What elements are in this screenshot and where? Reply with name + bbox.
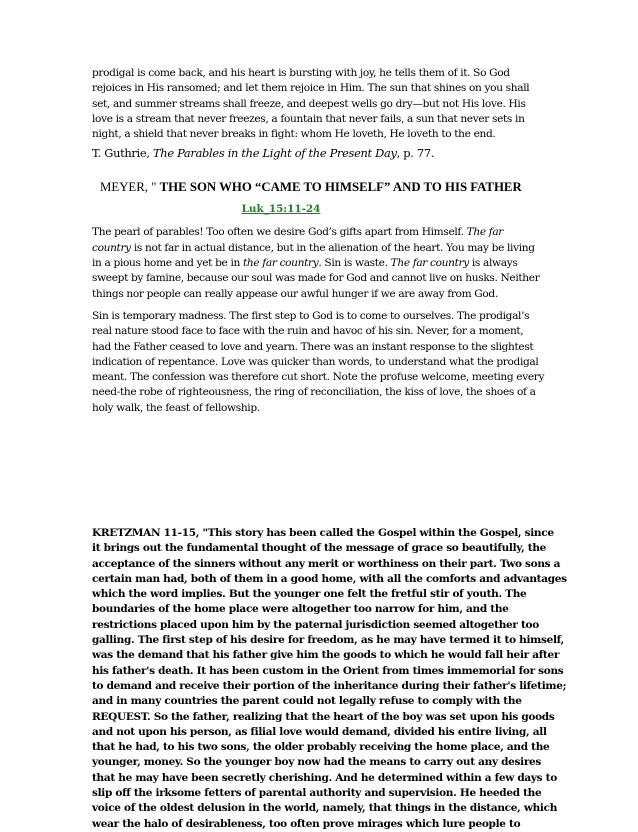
text-line: and in many countries the parent could not legally refuse to comply with the [92, 695, 522, 708]
text-line: real nature stood face to face with the ruin and havoc of his sin. Never, for a moment, [92, 325, 524, 338]
text-line: set, and summer streams shall freeze, and deepest wells go dry—but not His love. His [92, 97, 526, 110]
heading-title: THE SON WHO “CAME TO HIMSELF” AND TO HIS FATHER [159, 180, 522, 195]
text-run: is not far in actual distance, but in the alienation of the heart. You may be living [130, 241, 535, 254]
text-line: his father's death. It has been custom in the Orient from times immemorial for sons [92, 664, 564, 677]
heading-prefix: MEYER, " [100, 180, 160, 195]
text-line: sweept by famine, because our soul was made for God and cannot live on husks. Neither [92, 272, 540, 285]
citation [92, 146, 552, 161]
italic-run: the far country [242, 257, 319, 270]
document-page [92, 66, 567, 830]
scripture-link[interactable]: Luk_15:11-24 [241, 203, 321, 216]
text-line: indication of repentance. Love was quicker than words, to understand what the prodigal [92, 355, 539, 368]
text-line: KRETZMAN 11-15, "This story has been called the Gospel within the Gospel, since [92, 527, 554, 539]
text-line: it brings out the fundamental thought of the message of grace so beautifully, the [92, 542, 547, 555]
text-run: in a pious home and yet be in [92, 257, 243, 270]
italic-run: The far [466, 226, 504, 239]
text-line: and not upon his person, as filial love would demand, divided his entire living, all [92, 725, 547, 738]
text-line: things nor people can really appease our awful hunger if we are away from God. [92, 287, 498, 300]
text-line [92, 256, 552, 271]
text-line: restrictions placed upon him by the paternal jurisdiction seemed altogether too [92, 618, 539, 631]
guthrie-paragraph [92, 66, 552, 142]
citation-author: T. Guthrie, [92, 146, 153, 161]
text-line: that he may have been secretly cherishing. And he determined within a few days to [92, 771, 557, 784]
text-line: night, a shield that never breaks in fight: whom He loveth, He loveth to the end. [92, 128, 496, 141]
text-line: meant. The confession was therefore cut short. Note the profuse welcome, meeting every [92, 371, 545, 384]
text-line: love is a stream that never freezes, a fountain that never fails, a sun that never sets in [92, 112, 525, 125]
text-line [92, 241, 552, 256]
citation-page: , p. 77. [396, 146, 435, 161]
citation-title: The Parables in the Light of the Present Day [152, 146, 397, 161]
text-line: certain man had, both of them in a good home, with all the comforts and advantages [92, 572, 567, 585]
text-line: rejoices in His ransomed; and let them rejoice in Him. The sun that shines on you shall [92, 82, 530, 95]
text-line: was the demand that his father give him the goods to which he would fall heir after [92, 649, 560, 662]
text-line: slip off the irksome fetters of parental authority and supervision. He heeded the [92, 787, 542, 800]
text-line [92, 225, 552, 240]
text-line: acceptance of the sinners without any merit or worthiness on their part. Two sons a [92, 557, 561, 570]
text-line: holy walk, the feast of fellowship. [92, 401, 260, 414]
italic-run: country [92, 241, 131, 254]
text-line: prodigal is come back, and his heart is bursting with joy, he tells them of it. So God [92, 67, 510, 79]
meyer-paragraph-2 [92, 309, 552, 416]
text-line: to demand and receive their portion of the inheritance during their father's lifetime; [92, 679, 567, 692]
text-line: need-the robe of righteousness, the ring of reconciliation, the kiss of love, the shoes of a [92, 386, 536, 399]
text-line: had the Father ceased to love and yearn. There was an instant response to the slightest [92, 340, 534, 353]
text-line: that he had, to his two sons, the older probably receiving the home place, and the [92, 741, 550, 754]
text-line: boundaries of the home place were altogether too narrow for him, and the [92, 603, 509, 616]
kretzman-paragraph [92, 526, 567, 832]
text-run: . Sin is waste. [318, 257, 391, 270]
text-line: younger, money. So the younger boy now had the means to carry out any desires [92, 756, 542, 769]
text-line: voice of the oldest delusion in the world, namely, that things in the distance, which [92, 802, 558, 815]
section-heading [100, 180, 552, 195]
text-line: which the word implies. But the younger one felt the fretful stir of youth. The [92, 588, 527, 601]
text-line: galling. The first step of his desire for freedom, as he may have termed it to himself, [92, 634, 565, 647]
text-line: Sin is temporary madness. The first step to God is to come to ourselves. The prodigal’s [92, 309, 530, 322]
text-run: The pearl of parables! Too often we desire God’s gifts apart from Himself. [92, 226, 467, 239]
text-run: is always [468, 257, 518, 270]
meyer-paragraph-1 [92, 225, 552, 301]
italic-run: The far country [390, 257, 469, 270]
text-line: wear the halo of desirableness, too often prove mirages which lure people to [92, 817, 521, 830]
text-line: REQUEST. So the father, realizing that the heart of the boy was set upon his goods [92, 710, 555, 723]
